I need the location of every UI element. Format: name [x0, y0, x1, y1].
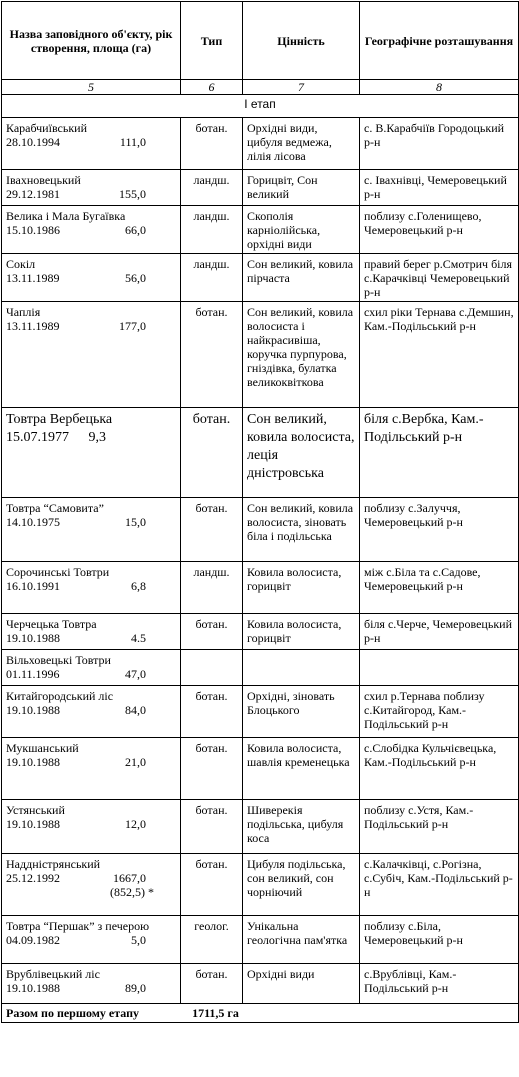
reserve-name-cell [2, 498, 181, 562]
reserve-value: Цибуля подільська, сон великий, сон чорніючий [243, 854, 360, 916]
reserve-location: с.Врублівці, Кам.-Подільський р-н [360, 964, 519, 1004]
table-row [2, 302, 519, 408]
reserve-location: поблизу с.Голенищево, Чемеровецький р-н [360, 206, 519, 254]
area-value: 9,3 [88, 430, 106, 445]
reserve-value: Ковила волосиста, горицвіт [243, 614, 360, 650]
total-value: 1711,5 га [192, 1006, 239, 1020]
reserve-type: геолог. [181, 916, 243, 964]
area-value: 89,0 [125, 981, 146, 995]
table-row [2, 118, 519, 170]
reserve-name-cell [2, 916, 181, 964]
reserve-name: Івахновецький [6, 173, 81, 187]
table-row [2, 964, 519, 1004]
area-value: 21,0 [125, 755, 146, 769]
creation-date: 14.10.1975 [6, 515, 60, 529]
area-value: 66,0 [125, 223, 146, 237]
reserve-name-cell [2, 800, 181, 854]
reserve-name-cell [2, 686, 181, 738]
reserve-name: Товтра “Самовита” [6, 501, 104, 515]
reserve-location: с.Калачківці, с.Рогізна, с.Субіч, Кам.-Подільський р-н [360, 854, 519, 916]
reserve-type: ботан. [181, 800, 243, 854]
reserve-value: Шиверекія подільська, цибуля коса [243, 800, 360, 854]
reserve-value: Сон великий, ковила волосиста і найкрасивіша, коручка пурпурова, гніздівка, булатка великоквіткова [243, 302, 360, 408]
reserve-name: Чаплія [6, 305, 41, 319]
creation-date: 19.10.1988 [6, 755, 60, 769]
reserve-value: Орхідні види [243, 964, 360, 1004]
creation-date: 04.09.1982 [6, 933, 60, 947]
table-row [2, 170, 519, 206]
area-value: 1667,0 [113, 871, 146, 885]
reserve-location: між с.Біла та с.Садове, Чемеровецький р-н [360, 562, 519, 614]
reserve-value [243, 650, 360, 686]
reserve-location: поблизу с.Устя, Кам.-Подільський р-н [360, 800, 519, 854]
reserve-value: Горицвіт, Сон великий [243, 170, 360, 206]
reserve-type: ботан. [181, 854, 243, 916]
creation-date: 13.11.1989 [6, 271, 60, 285]
reserve-location [360, 650, 519, 686]
reserve-location: біля с.Черче, Чемеровецький р-н [360, 614, 519, 650]
reserve-name: Врублівецький ліс [6, 967, 100, 981]
reserve-name: Вільховецькі Товтри [6, 653, 111, 667]
header-name: Назва заповідного об'єкту, рік створення, площа (га) [2, 2, 181, 80]
stage-row [2, 95, 519, 118]
reserve-location: правий берег р.Смотрич біля с.Карачківці Чемеровецький р-н [360, 254, 519, 302]
area-value: 177,0 [119, 319, 146, 333]
reserve-name-cell [2, 170, 181, 206]
area-value: 111,0 [119, 135, 146, 149]
area-value: 155,0 [119, 187, 146, 201]
table-row [2, 650, 519, 686]
reserve-name: Товтра “Першак” з печерою [6, 919, 150, 933]
reserve-location: схил ріки Тернава с.Демшин, Кам.-Подільський р-н [360, 302, 519, 408]
reserve-location: схил р.Тернава поблизу с.Китайгород, Кам.-Подільський р-н [360, 686, 519, 738]
header-type: Тип [181, 2, 243, 80]
creation-date: 19.10.1988 [6, 703, 60, 717]
table-row [2, 614, 519, 650]
reserve-location: біля с.Вербка, Кам.-Подільський р-н [360, 408, 519, 498]
area-value: 4.5 [131, 631, 146, 645]
reserve-name: Товтра Вербецька [6, 412, 113, 427]
reserve-name: Устянський [6, 803, 65, 817]
table-row [2, 498, 519, 562]
reserve-value: Орхідні, зіновать Блоцького [243, 686, 360, 738]
reserve-type: ландш. [181, 206, 243, 254]
reserve-name: Наддністрянський [6, 857, 101, 871]
creation-date: 28.10.1994 [6, 135, 60, 149]
creation-date: 19.10.1988 [6, 981, 60, 995]
table-row [2, 800, 519, 854]
reserve-type: ландш. [181, 170, 243, 206]
stage-label: І етап [2, 95, 519, 118]
total-row [2, 1004, 519, 1023]
total-label: Разом по першому етапу [6, 1006, 140, 1020]
reserve-name: Мукшанський [6, 741, 79, 755]
creation-date: 29.12.1981 [6, 187, 60, 201]
reserve-location: с. Іваxнівці, Чемеровецький р-н [360, 170, 519, 206]
reserve-type: ботан. [181, 964, 243, 1004]
reserve-location: с.Слобідка Кульчієвецька, Кам.-Подільський р-н [360, 738, 519, 800]
table-row [2, 206, 519, 254]
reserve-type: ландш. [181, 562, 243, 614]
header-location: Географічне розташування [360, 2, 519, 80]
creation-date: 19.10.1988 [6, 631, 60, 645]
reserve-name: Велика і Мала Бугаївка [6, 209, 126, 223]
reserve-name: Сокіл [6, 257, 36, 271]
reserve-value: Ковила волосиста, горицвіт [243, 562, 360, 614]
reserve-type: ботан. [181, 686, 243, 738]
reserve-name-cell [2, 408, 181, 498]
reserve-location: с. В.Карабчіїв Городоцький р-н [360, 118, 519, 170]
table-row [2, 562, 519, 614]
reserve-value: Орхідні види, цибуля ведмежа, лілія лісова [243, 118, 360, 170]
reserve-value: Сон великий, ковила пірчаста [243, 254, 360, 302]
creation-date: 19.10.1988 [6, 817, 60, 831]
reserve-name-cell [2, 854, 181, 916]
reserve-name-cell [2, 302, 181, 408]
sub-area-value: (852,5) * [110, 885, 154, 899]
table-row [2, 738, 519, 800]
reserve-location: поблизу с.Біла, Чемеровецький р-н [360, 916, 519, 964]
area-value: 56,0 [125, 271, 146, 285]
area-value: 5,0 [131, 933, 146, 947]
reserve-name-cell [2, 118, 181, 170]
table-row [2, 854, 519, 916]
reserve-location: поблизу с.Залуччя, Чемеровецький р-н [360, 498, 519, 562]
reserve-type: ботан. [181, 738, 243, 800]
creation-date: 15.07.1977 [6, 430, 69, 445]
reserve-name: Черчецька Товтра [6, 617, 97, 631]
reserve-name: Сорочинські Товтри [6, 565, 110, 579]
column-number-row [2, 80, 519, 95]
area-value: 84,0 [125, 703, 146, 717]
reserve-name-cell [2, 964, 181, 1004]
creation-date: 15.10.1986 [6, 223, 60, 237]
reserve-value: Сон великий, ковила волосиста, зіновать біла і подільська [243, 498, 360, 562]
header-row [2, 2, 519, 80]
creation-date: 13.11.1989 [6, 319, 60, 333]
reserve-name-cell [2, 614, 181, 650]
reserve-name-cell [2, 206, 181, 254]
column-number: 7 [243, 80, 360, 95]
creation-date: 25.12.1992 [6, 871, 60, 885]
column-number: 6 [181, 80, 243, 95]
header-value: Цінність [243, 2, 360, 80]
reserve-type: ландш. [181, 254, 243, 302]
reserve-name-cell [2, 650, 181, 686]
reserve-type: ботан. [181, 498, 243, 562]
reserve-value: Сон великий, ковила волосиста, леція дністровська [243, 408, 360, 498]
reserve-name-cell [2, 562, 181, 614]
reserve-value: Скополія карніолійська, орхідні види [243, 206, 360, 254]
area-value: 6,8 [131, 579, 146, 593]
reserve-name-cell [2, 738, 181, 800]
area-value: 15,0 [125, 515, 146, 529]
reserve-value: Ковила волосиста, шавлія кременецька [243, 738, 360, 800]
reserve-name: Китайгородський ліс [6, 689, 114, 703]
reserve-type: ботан. [181, 408, 243, 498]
reserve-name-cell [2, 254, 181, 302]
table-row [2, 254, 519, 302]
reserve-type: ботан. [181, 302, 243, 408]
reserve-value: Унікальна геологічна пам'ятка [243, 916, 360, 964]
area-value: 47,0 [125, 667, 146, 681]
reserve-type [181, 650, 243, 686]
reserve-table [1, 1, 519, 1023]
area-value: 12,0 [125, 817, 146, 831]
column-number: 8 [360, 80, 519, 95]
table-row [2, 408, 519, 498]
table-row [2, 686, 519, 738]
table-row [2, 916, 519, 964]
column-number: 5 [2, 80, 181, 95]
creation-date: 16.10.1991 [6, 579, 60, 593]
reserve-name: Карабчиївський [6, 121, 88, 135]
reserve-type: ботан. [181, 118, 243, 170]
creation-date: 01.11.1996 [6, 667, 60, 681]
reserve-type: ботан. [181, 614, 243, 650]
